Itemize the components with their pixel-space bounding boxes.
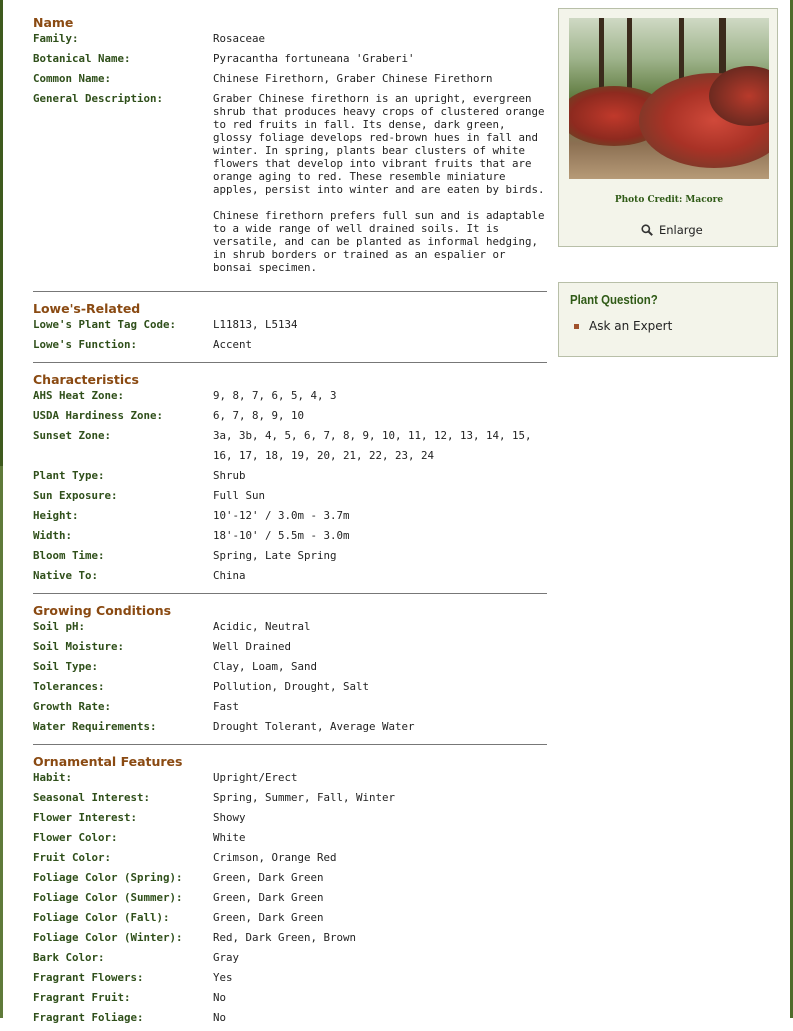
row-value: Full Sun (213, 489, 266, 502)
section-title-growing: Growing Conditions (33, 603, 172, 618)
detail-row (33, 660, 547, 680)
row-label: Soil Type: (33, 660, 99, 673)
section-divider (33, 744, 547, 745)
row-label: Foliage Color (Spring): (33, 871, 183, 884)
growing-rows (33, 620, 547, 740)
row-label: Soil Moisture: (33, 640, 125, 653)
row-label: Height: (33, 509, 79, 522)
row-label: Fragrant Foliage: (33, 1011, 144, 1024)
description-paragraph: Chinese firethorn prefers full sun and is adaptable to a wide range of well drained soils. It is versatile, and can be planted as informal hedging, in shrub borders or trained as an espalier or bonsai specimen. (213, 209, 545, 274)
row-value: Acidic, Neutral (213, 620, 311, 633)
row-label: Flower Interest: (33, 811, 138, 824)
row-value: White (213, 831, 246, 844)
row-value: Clay, Loam, Sand (213, 660, 318, 673)
section-title-characteristics: Characteristics (33, 372, 139, 387)
row-label: Lowe's Function: (33, 338, 138, 351)
detail-row (33, 911, 547, 931)
detail-row (33, 489, 547, 509)
detail-row (33, 871, 547, 891)
plant-question-panel (558, 282, 778, 357)
detail-row (33, 771, 547, 791)
row-label: Common Name: (33, 72, 112, 85)
row-value: Green, Dark Green (213, 911, 324, 924)
row-label: Sunset Zone: (33, 429, 112, 442)
detail-row (33, 529, 547, 549)
row-label: Water Requirements: (33, 720, 157, 733)
row-label: Seasonal Interest: (33, 791, 151, 804)
ask-expert-link[interactable] (589, 319, 672, 333)
magnifier-icon (641, 224, 653, 236)
row-value: Chinese Firethorn, Graber Chinese Firethorn (213, 72, 493, 85)
detail-row (33, 951, 547, 971)
detail-row (33, 620, 547, 640)
section-divider (33, 362, 547, 363)
row-label: Flower Color: (33, 831, 118, 844)
row-value: Well Drained (213, 640, 292, 653)
row-label: Growth Rate: (33, 700, 112, 713)
row-value: 6, 7, 8, 9, 10 (213, 409, 305, 422)
section-divider (33, 593, 547, 594)
row-value: Red, Dark Green, Brown (213, 931, 357, 944)
detail-row (33, 549, 547, 569)
row-label: Native To: (33, 569, 99, 582)
row-label: USDA Hardiness Zone: (33, 409, 164, 422)
row-value: Green, Dark Green (213, 871, 324, 884)
photo-panel (558, 8, 778, 247)
row-label: Foliage Color (Summer): (33, 891, 183, 904)
row-value: No (213, 991, 227, 1004)
row-value: Rosaceae (213, 32, 266, 45)
enlarge-label: Enlarge (659, 223, 703, 237)
row-label: Foliage Color (Fall): (33, 911, 170, 924)
row-label: Tolerances: (33, 680, 105, 693)
detail-row (33, 429, 547, 469)
row-value: 18'-10' / 5.5m - 3.0m (213, 529, 350, 542)
enlarge-link[interactable] (641, 223, 703, 237)
detail-row (33, 791, 547, 811)
row-value: No (213, 1011, 227, 1024)
row-label: Bark Color: (33, 951, 105, 964)
row-value: Pyracantha fortuneana 'Graberi' (213, 52, 415, 65)
bullet-icon (574, 324, 579, 329)
row-value: China (213, 569, 246, 582)
row-value: Accent (213, 338, 253, 351)
characteristics-rows (33, 469, 547, 589)
plant-question-title: Plant Question? (570, 292, 658, 307)
detail-row (33, 811, 547, 831)
row-label: Family: (33, 32, 79, 45)
detail-row (33, 318, 547, 338)
left-border-lower (0, 466, 3, 1018)
detail-row (33, 1011, 547, 1031)
lowes-rows (33, 318, 547, 358)
row-label: Width: (33, 529, 73, 542)
plant-details (33, 14, 547, 1031)
detail-row (33, 720, 547, 740)
row-label: Sun Exposure: (33, 489, 118, 502)
row-label: Plant Type: (33, 469, 105, 482)
plant-photo[interactable] (569, 18, 769, 179)
row-value: Showy (213, 811, 246, 824)
detail-row (33, 469, 547, 489)
detail-row (33, 891, 547, 911)
row-value: L11813, L5134 (213, 318, 298, 331)
description-paragraph: Graber Chinese firethorn is an upright, evergreen shrub that produces heavy crops of clustered orange to red fruits in fall. Its dense, dark green, glossy foliage develops red-brown hues in fall and winter. In spring, plants bear clusters of white flowers that develop into vibrant fruits that are orange aging to red. These resemble miniature apples, persist into winter and are eaten by birds. (213, 92, 545, 196)
row-value: 10'-12' / 3.0m - 3.7m (213, 509, 350, 522)
row-value: 9, 8, 7, 6, 5, 4, 3 (213, 389, 337, 402)
row-value: 3a, 3b, 4, 5, 6, 7, 8, 9, 10, 11, 12, 13, 14, 15, 16, 17, 18, 19, 20, 21, 22, 23, 24 (213, 429, 532, 462)
ornamental-rows (33, 771, 547, 1031)
row-value: Pollution, Drought, Salt (213, 680, 370, 693)
detail-row (33, 389, 547, 409)
detail-row (33, 52, 547, 72)
row-label: Botanical Name: (33, 52, 131, 65)
detail-row (33, 72, 547, 92)
row-label: Fragrant Flowers: (33, 971, 144, 984)
row-label: Bloom Time: (33, 549, 105, 562)
section-title-ornamental: Ornamental Features (33, 754, 183, 769)
detail-row (33, 971, 547, 991)
detail-row (33, 32, 547, 52)
row-label: Fragrant Fruit: (33, 991, 131, 1004)
detail-row (33, 338, 547, 358)
section-title-name: Name (33, 15, 74, 30)
detail-row (33, 640, 547, 660)
row-label: AHS Heat Zone: (33, 389, 125, 402)
detail-row (33, 680, 547, 700)
row-label: Foliage Color (Winter): (33, 931, 183, 944)
row-value: Fast (213, 700, 240, 713)
row-label: Soil pH: (33, 620, 86, 633)
detail-row (33, 569, 547, 589)
row-value: Spring, Late Spring (213, 549, 337, 562)
row-label: Lowe's Plant Tag Code: (33, 318, 177, 331)
row-value: Yes (213, 971, 233, 984)
row-value: Drought Tolerant, Average Water (213, 720, 415, 733)
detail-row (33, 931, 547, 951)
row-value: Shrub (213, 469, 246, 482)
row-label: Habit: (33, 771, 73, 784)
row-value: Upright/Erect (213, 771, 298, 784)
detail-row (33, 831, 547, 851)
detail-row (33, 700, 547, 720)
row-value: Gray (213, 951, 240, 964)
section-title-lowes: Lowe's-Related (33, 301, 141, 316)
row-label: Fruit Color: (33, 851, 112, 864)
photo-credit: Photo Credit: Macore (614, 195, 724, 205)
detail-row (33, 851, 547, 871)
row-value: Green, Dark Green (213, 891, 324, 904)
general-description (213, 92, 547, 287)
ask-expert-label: Ask an Expert (589, 319, 673, 333)
row-label: General Description: (33, 92, 164, 105)
detail-row (33, 509, 547, 529)
detail-row (33, 991, 547, 1011)
detail-row-description (33, 92, 547, 287)
section-divider (33, 291, 547, 292)
row-value: Crimson, Orange Red (213, 851, 337, 864)
row-value: Spring, Summer, Fall, Winter (213, 791, 396, 804)
